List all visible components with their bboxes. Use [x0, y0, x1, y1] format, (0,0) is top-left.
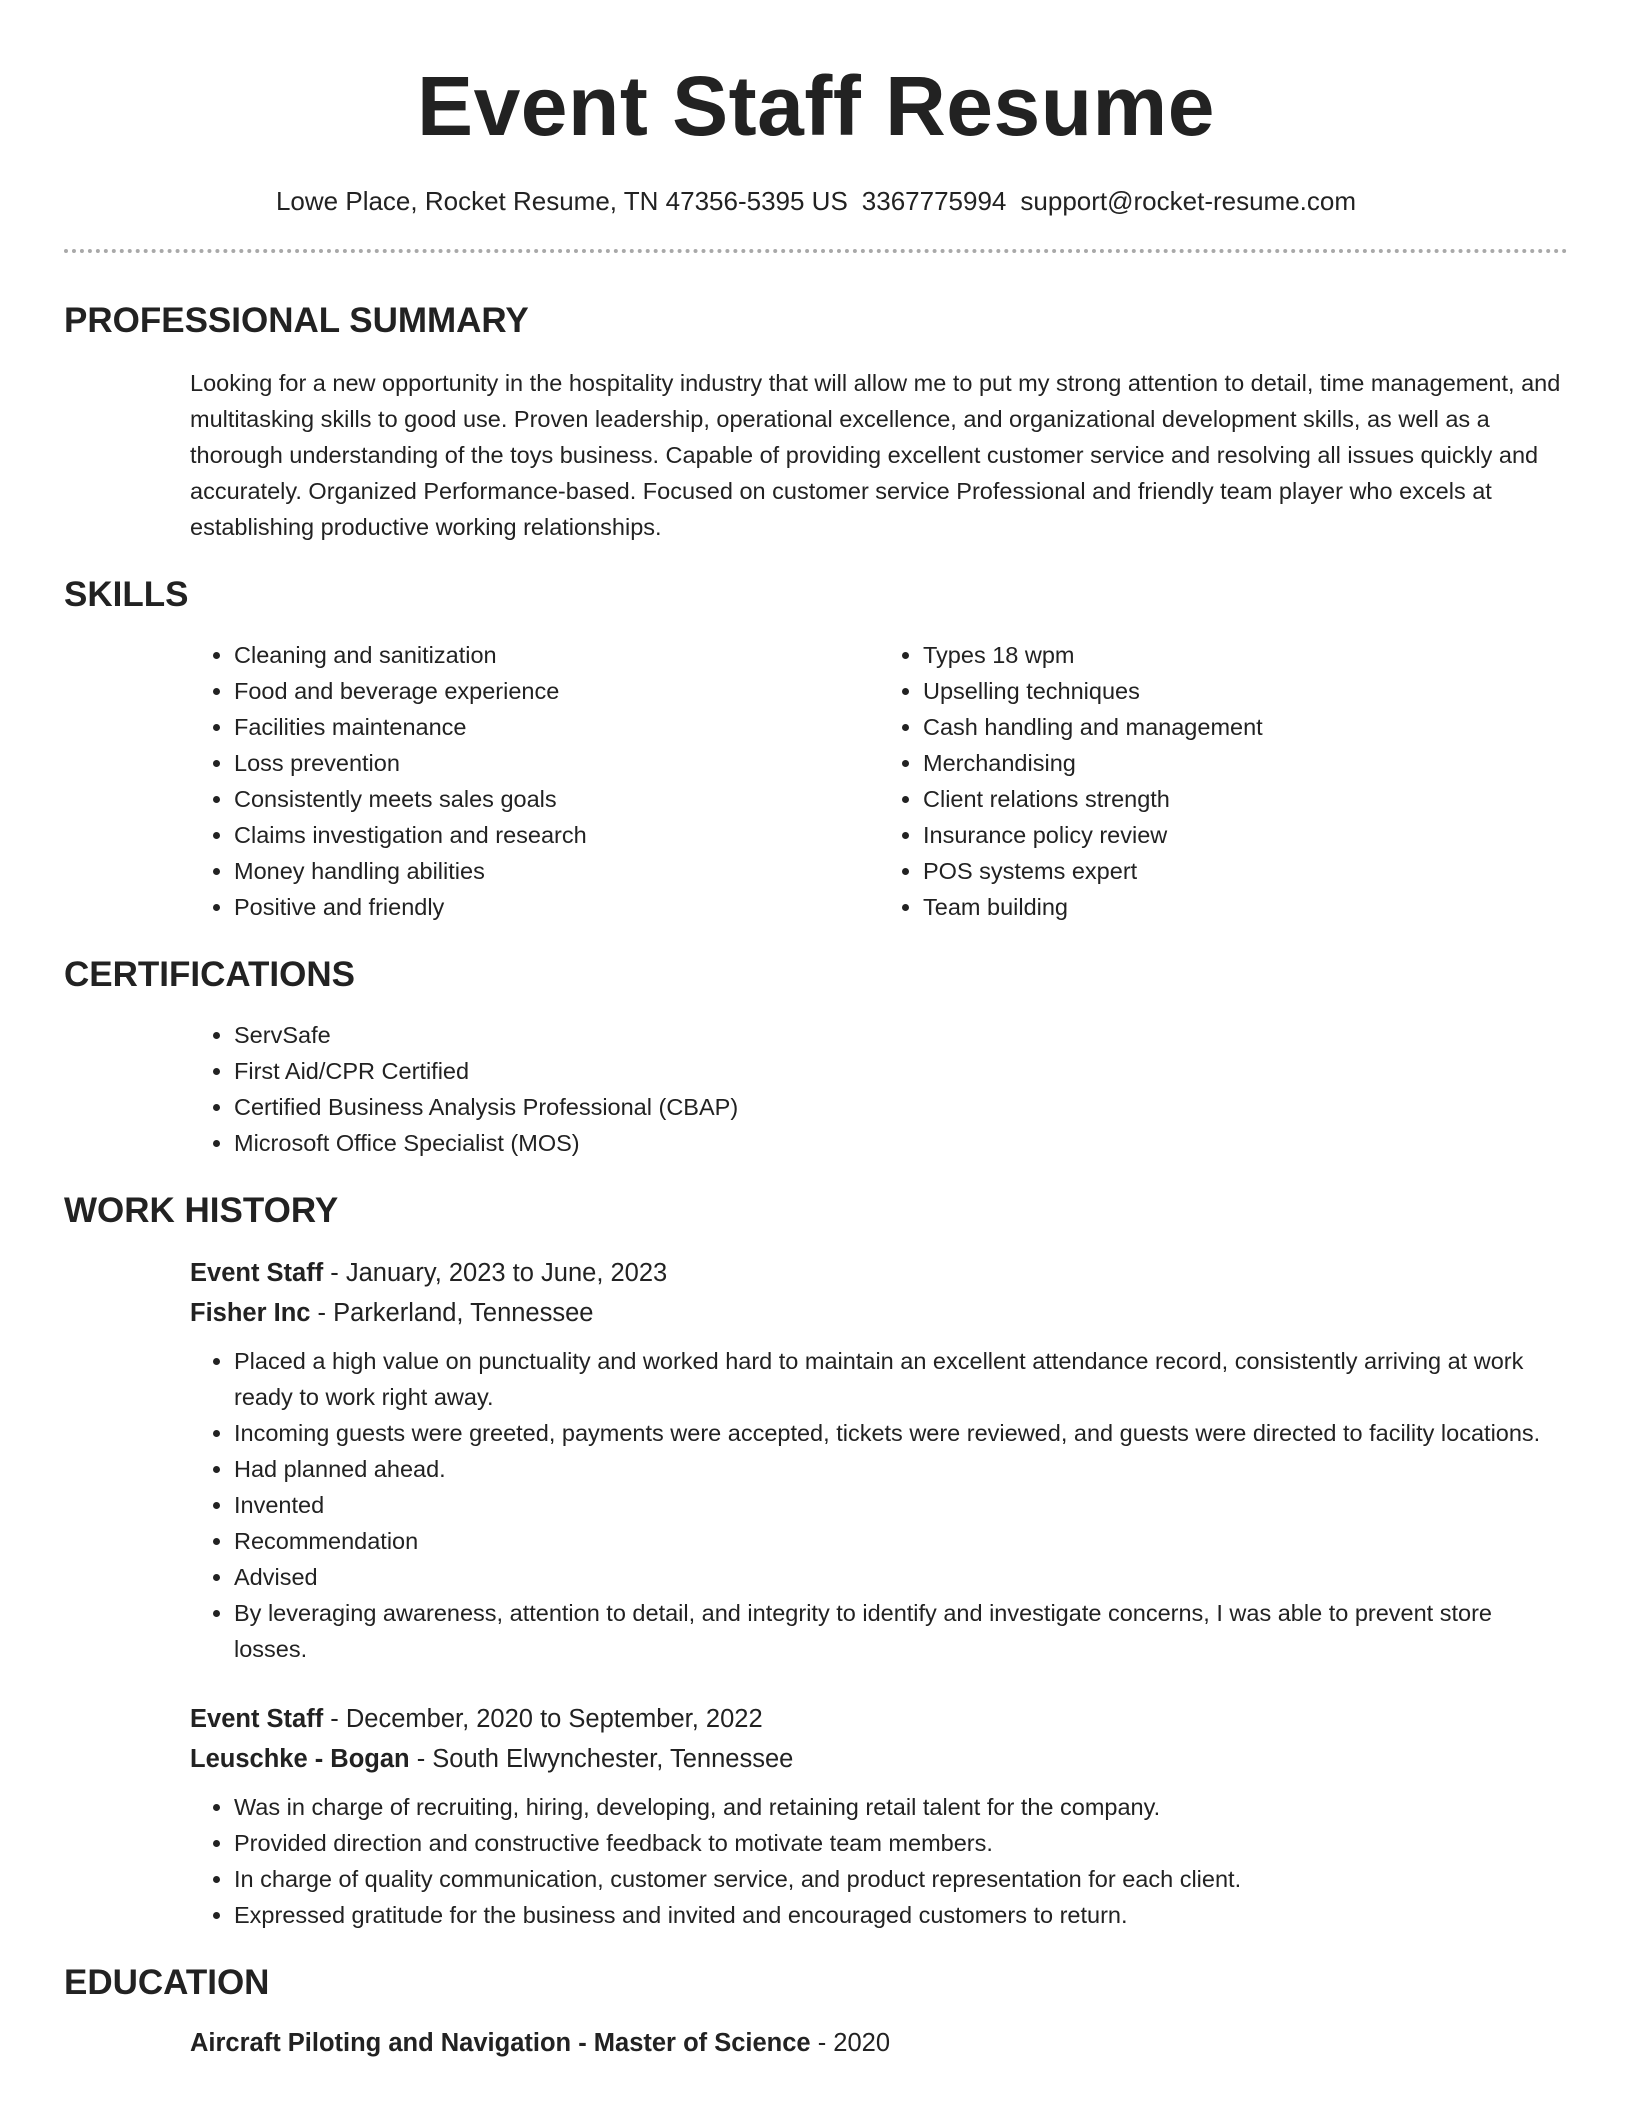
list-item: • Microsoft Office Specialist (MOS) [234, 1125, 1568, 1161]
job-entry [190, 1253, 1568, 1667]
job-title-line [190, 1699, 1568, 1739]
list-item: • Merchandising [923, 745, 1568, 781]
summary-section [64, 299, 1568, 545]
list-item: • Upselling techniques [923, 673, 1568, 709]
contact-line [64, 184, 1568, 218]
list-item: • Food and beverage experience [234, 673, 879, 709]
list-item: • First Aid/CPR Certified [234, 1053, 1568, 1089]
header-divider [64, 249, 1568, 253]
job-entry [190, 1699, 1568, 1933]
job-title: Event Staff [190, 1705, 324, 1733]
summary-heading: PROFESSIONAL SUMMARY [64, 301, 529, 340]
work-heading: WORK HISTORY [64, 1191, 339, 1230]
skills-columns [190, 637, 1568, 925]
job-company-line [190, 1293, 1568, 1333]
list-item: • Provided direction and constructive feedback to motivate team members. [234, 1825, 1568, 1861]
list-item: • Cleaning and sanitization [234, 637, 879, 673]
list-item: • In charge of quality communication, customer service, and product representation for each client. [234, 1861, 1568, 1897]
summary-text: Looking for a new opportunity in the hospitality industry that will allow me to put my strong attention to detail, time management, and multitasking skills to good use. Proven leadership, operational excellence, and organizational development skills, as well as a thorough understanding of the toys business. Capable of providing excellent customer service and resolving all issues quickly and accurately. Organized Performance-based. Focused on customer service Professional and friendly team player who excels at establishing productive working relationships. [190, 370, 1561, 540]
job-title-line [190, 1253, 1568, 1293]
job-location: - Parkerland, Tennessee [310, 1299, 594, 1327]
list-item: • Invented [234, 1487, 1568, 1523]
list-item: • Positive and friendly [234, 889, 879, 925]
job-location: - South Elwynchester, Tennessee [409, 1745, 794, 1773]
list-item: • Had planned ahead. [234, 1451, 1568, 1487]
education-entry [190, 2023, 1568, 2063]
education-heading: EDUCATION [64, 1963, 270, 2002]
resume-title: Event Staff Resume [417, 59, 1215, 153]
education-year: - 2020 [810, 2029, 891, 2057]
job-title: Event Staff [190, 1259, 324, 1287]
list-item: • Facilities maintenance [234, 709, 879, 745]
job-company-line [190, 1739, 1568, 1779]
list-item: • Claims investigation and research [234, 817, 879, 853]
job-company: Leuschke - Bogan [190, 1745, 410, 1773]
list-item: • Incoming guests were greeted, payments were accepted, tickets were reviewed, and guests were directed to facility locations. [234, 1415, 1568, 1451]
list-item: • Expressed gratitude for the business and invited and encouraged customers to return. [234, 1897, 1568, 1933]
skills-section [64, 573, 1568, 925]
list-item: • Team building [923, 889, 1568, 925]
job-bullets [190, 1343, 1568, 1667]
list-item: • ServSafe [234, 1017, 1568, 1053]
list-item: • Advised [234, 1559, 1568, 1595]
list-item: • Types 18 wpm [923, 637, 1568, 673]
job-bullets [190, 1789, 1568, 1933]
skills-list-right [879, 637, 1568, 925]
resume-page [64, 0, 1568, 2063]
list-item: • Consistently meets sales goals [234, 781, 879, 817]
list-item: • By leveraging awareness, attention to detail, and integrity to identify and investigate concerns, I was able to prevent store losses. [234, 1595, 1568, 1667]
contact-address: Lowe Place, Rocket Resume, TN 47356-5395 US [275, 186, 848, 216]
list-item: • Client relations strength [923, 781, 1568, 817]
skills-heading: SKILLS [64, 575, 189, 614]
list-item: • Insurance policy review [923, 817, 1568, 853]
job-company: Fisher Inc [190, 1299, 311, 1327]
certifications-list [190, 1017, 1568, 1161]
certifications-heading: CERTIFICATIONS [64, 955, 356, 994]
list-item: • POS systems expert [923, 853, 1568, 889]
job-dates: - December, 2020 to September, 2022 [323, 1705, 763, 1733]
list-item: • Was in charge of recruiting, hiring, developing, and retaining retail talent for the company. [234, 1789, 1568, 1825]
list-item: • Cash handling and management [923, 709, 1568, 745]
list-item: • Placed a high value on punctuality and worked hard to maintain an excellent attendance record, consistently arriving at work ready to work right away. [234, 1343, 1568, 1415]
list-item: • Money handling abilities [234, 853, 879, 889]
contact-email: support@rocket-resume.com [1020, 186, 1357, 216]
contact-phone: 3367775994 [861, 186, 1007, 216]
list-item: • Loss prevention [234, 745, 879, 781]
education-section [64, 1961, 1568, 2063]
list-item: • Certified Business Analysis Professional (CBAP) [234, 1089, 1568, 1125]
education-degree: Aircraft Piloting and Navigation - Master of Science [190, 2029, 811, 2057]
job-dates: - January, 2023 to June, 2023 [323, 1259, 668, 1287]
work-section [64, 1189, 1568, 1933]
list-item: • Recommendation [234, 1523, 1568, 1559]
certifications-section [64, 953, 1568, 1161]
skills-list-left [190, 637, 879, 925]
